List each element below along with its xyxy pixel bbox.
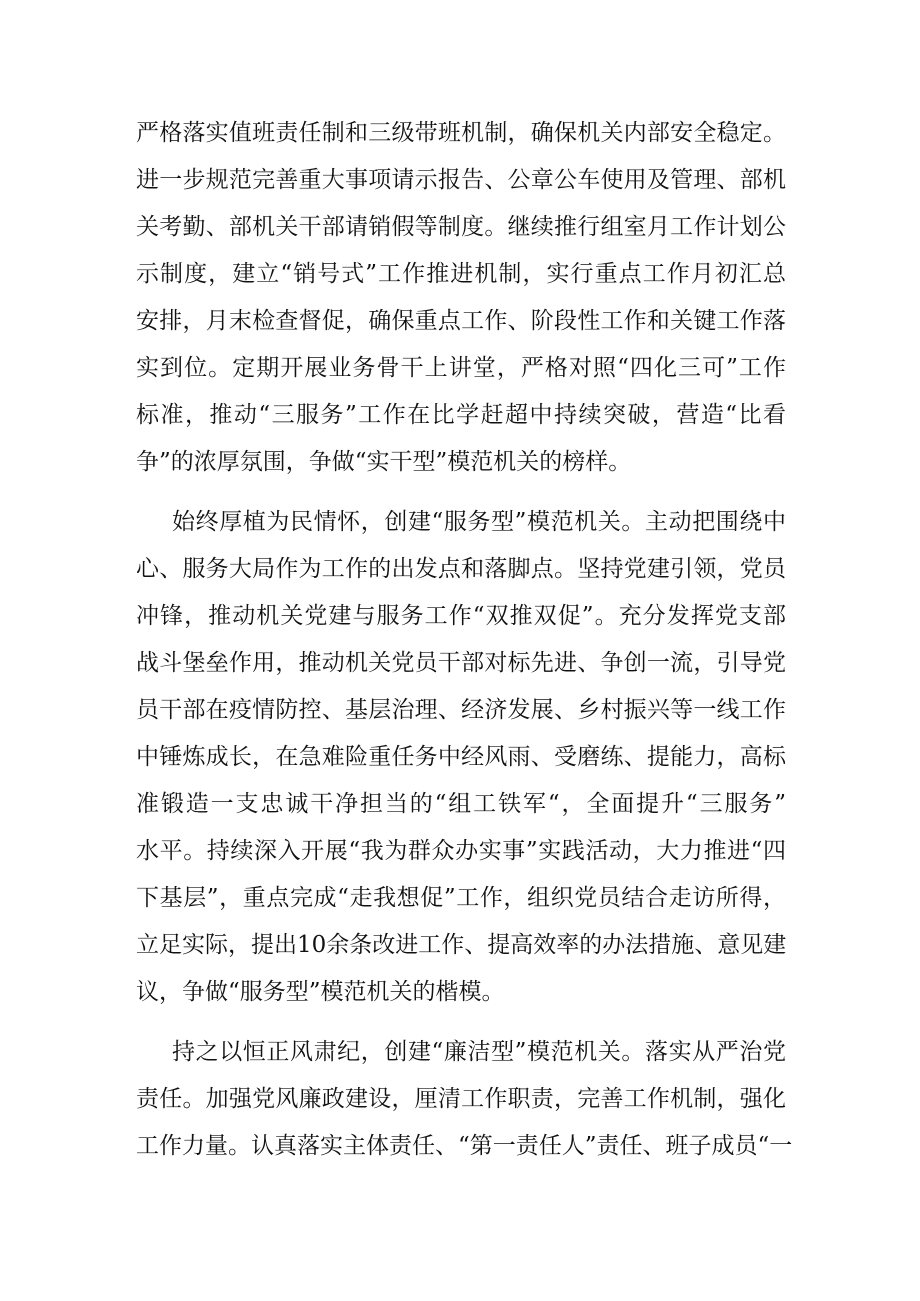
text-line: 心、服务大局作为工作的出发点和落脚点。坚持党建引领，党员 [136, 556, 786, 582]
text-line: 争”的浓厚氛围，争做“实干型”模范机关的榜样。 [136, 449, 632, 475]
text-line: 下基层”，重点完成“走我想促”工作，组织党员结合走访所得， [136, 885, 786, 911]
text-line: 议，争做“服务型”模范机关的楷模。 [136, 979, 505, 1005]
text-line: 战斗堡垒作用，推动机关党员干部对标先进、争创一流，引导党 [136, 650, 786, 676]
paragraph-heading-line: 始终厚植为民情怀，创建“服务型”模范机关。主动把围绕中 [172, 509, 786, 535]
paragraph-heading-line: 持之以恒正风肃纪，创建“廉洁型”模范机关。落实从严治党 [172, 1039, 786, 1065]
text-line: 冲锋，推动机关党建与服务工作“双推双促”。充分发挥党支部 [136, 603, 786, 629]
text-line: 实到位。定期开展业务骨干上讲堂，严格对照“四化三可”工作 [136, 355, 786, 381]
text-line: 员干部在疫情防控、基层治理、经济发展、乡村振兴等一线工作 [136, 697, 786, 723]
text-line: 责任。加强党风廉政建设，厘清工作职责，完善工作机制，强化 [136, 1086, 786, 1112]
text-line: 水平。持续深入开展“我为群众办实事”实践活动，大力推进“四 [136, 838, 786, 864]
text-line: 进一步规范完善重大事项请示报告、公章公车使用及管理、部机 [136, 167, 786, 193]
text-line: 中锤炼成长，在急难险重任务中经风雨、受磨练、提能力，高标 [136, 744, 786, 770]
text-line: 立足实际，提出10余条改进工作、提高效率的办法措施、意见建 [136, 932, 787, 958]
text-line: 安排，月末检查督促，确保重点工作、阶段性工作和关键工作落 [136, 308, 786, 334]
text-line: 严格落实值班责任制和三级带班机制，确保机关内部安全稳定。 [136, 120, 786, 146]
text-line: 准锻造一支忠诚干净担当的“组工铁军“，全面提升“三服务” [136, 791, 786, 817]
text-line: 示制度，建立“销号式”工作推进机制，实行重点工作月初汇总 [136, 261, 786, 287]
text-line: 关考勤、部机关干部请销假等制度。继续推行组室月工作计划公 [136, 214, 786, 240]
text-line: 工作力量。认真落实主体责任、“第一责任人”责任、班子成员“一 [136, 1133, 793, 1159]
text-line: 标准，推动“三服务”工作在比学赶超中持续突破，营造“比看 [136, 402, 786, 428]
